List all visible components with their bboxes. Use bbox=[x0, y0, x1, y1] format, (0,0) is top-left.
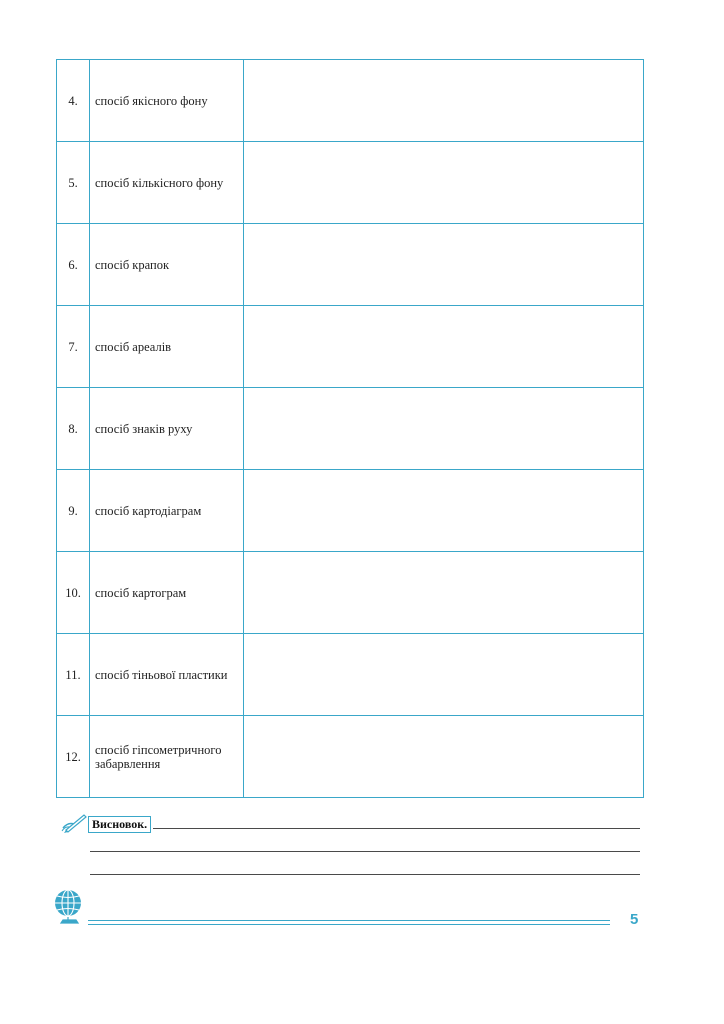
method-name: спосіб кількісного фону bbox=[90, 142, 244, 224]
table-row bbox=[57, 306, 644, 388]
conclusion-section bbox=[60, 812, 642, 882]
method-name: спосіб крапок bbox=[90, 224, 244, 306]
table-row bbox=[57, 552, 644, 634]
method-name: спосіб картограм bbox=[90, 552, 244, 634]
page-number: 5 bbox=[630, 911, 639, 928]
method-name: спосіб знаків руху bbox=[90, 388, 244, 470]
method-name: спосіб тіньової пластики bbox=[90, 634, 244, 716]
answer-cell[interactable] bbox=[244, 552, 644, 634]
row-number: 7. bbox=[57, 306, 90, 388]
method-name: спосіб якісного фону bbox=[90, 60, 244, 142]
table-body bbox=[57, 60, 644, 798]
row-number: 12. bbox=[57, 716, 90, 798]
row-number: 4. bbox=[57, 60, 90, 142]
conclusion-line-1[interactable] bbox=[153, 828, 640, 829]
row-number: 10. bbox=[57, 552, 90, 634]
answer-cell[interactable] bbox=[244, 306, 644, 388]
table-row bbox=[57, 142, 644, 224]
row-number: 6. bbox=[57, 224, 90, 306]
conclusion-line-3[interactable] bbox=[90, 874, 640, 875]
table-row bbox=[57, 470, 644, 552]
footer-rule-top bbox=[88, 920, 610, 921]
answer-cell[interactable] bbox=[244, 716, 644, 798]
answer-cell[interactable] bbox=[244, 224, 644, 306]
row-number: 11. bbox=[57, 634, 90, 716]
map-methods-table bbox=[56, 59, 644, 798]
row-number: 5. bbox=[57, 142, 90, 224]
globe-icon bbox=[52, 886, 88, 926]
method-name: спосіб гіпсометричного забарвлення bbox=[90, 716, 244, 798]
answer-cell[interactable] bbox=[244, 388, 644, 470]
footer-rule-bottom bbox=[88, 924, 610, 925]
answer-cell[interactable] bbox=[244, 470, 644, 552]
row-number: 9. bbox=[57, 470, 90, 552]
answer-cell[interactable] bbox=[244, 142, 644, 224]
table-row bbox=[57, 634, 644, 716]
conclusion-line-2[interactable] bbox=[90, 851, 640, 852]
method-name: спосіб картодіаграм bbox=[90, 470, 244, 552]
method-name: спосіб ареалів bbox=[90, 306, 244, 388]
table-row bbox=[57, 60, 644, 142]
pen-hand-icon bbox=[60, 812, 88, 834]
table-row bbox=[57, 388, 644, 470]
answer-cell[interactable] bbox=[244, 634, 644, 716]
table-row bbox=[57, 224, 644, 306]
conclusion-label: Висновок. bbox=[88, 816, 151, 833]
row-number: 8. bbox=[57, 388, 90, 470]
answer-cell[interactable] bbox=[244, 60, 644, 142]
table-row bbox=[57, 716, 644, 798]
